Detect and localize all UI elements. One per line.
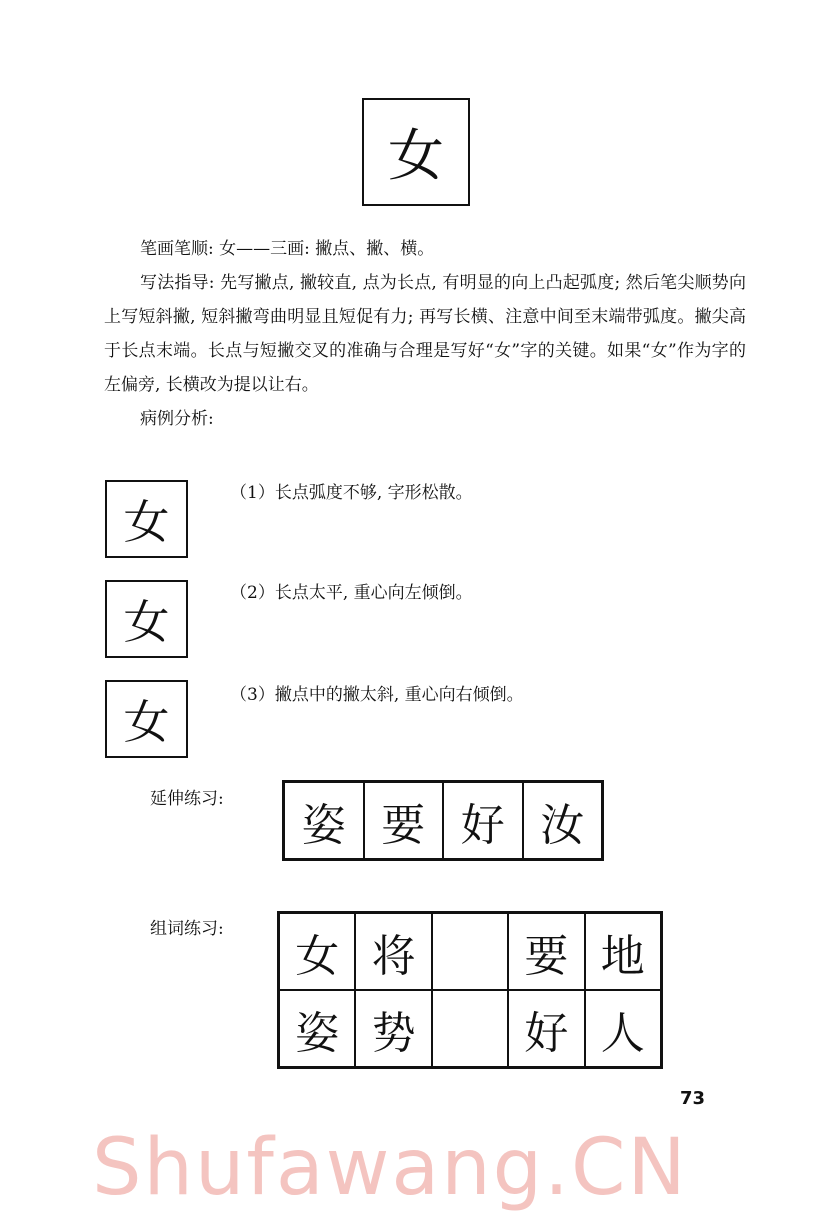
extension-label: 延伸练习: xyxy=(150,789,224,809)
page-number: 73 xyxy=(680,1088,706,1109)
grid-cell: 要 xyxy=(364,782,444,859)
watermark: Shufawang.CN xyxy=(92,1123,688,1213)
error-caption-2: （2）长点太平, 重心向左倾倒。 xyxy=(230,583,473,603)
grid-cell: 姿 xyxy=(284,782,364,859)
error-example-1: 女 xyxy=(105,480,188,558)
grid-cell: 好 xyxy=(443,782,523,859)
grid-cell: 女 xyxy=(279,913,355,990)
error-caption-3: （3）撇点中的撇太斜, 重心向右倾倒。 xyxy=(230,685,524,705)
grid-cell: 姿 xyxy=(279,990,355,1067)
words-grid xyxy=(277,911,663,1069)
grid-cell: 将 xyxy=(355,913,431,990)
grid-cell xyxy=(432,990,508,1067)
error-analysis-heading: 病例分析: xyxy=(140,409,214,429)
error-caption-1: （1）长点弧度不够, 字形松散。 xyxy=(230,483,473,503)
grid-cell: 地 xyxy=(585,913,661,990)
stroke-order-text: 笔画笔顺: 女——三画: 撇点、撇、横。 xyxy=(140,239,435,259)
writing-guide-text: 写法指导: 先写撇点, 撇较直, 点为长点, 有明显的向上凸起弧度; 然后笔尖顺势向上写短斜撇, 短斜撇弯曲明显且短促有力; 再写长横、注意中间至末端带弧度。撇尖高于长点末端。长点与短撇交叉的准确与合理是写好“女”字的关键。如果“女”作为字的左偏旁, 长横改为提以让右。 xyxy=(104,273,746,395)
grid-cell: 要 xyxy=(508,913,584,990)
error-example-2: 女 xyxy=(105,580,188,658)
words-label: 组词练习: xyxy=(150,919,224,939)
body-text xyxy=(104,232,746,436)
grid-cell: 汝 xyxy=(523,782,603,859)
error-example-3: 女 xyxy=(105,680,188,758)
grid-cell: 人 xyxy=(585,990,661,1067)
grid-cell: 势 xyxy=(355,990,431,1067)
grid-cell xyxy=(432,913,508,990)
grid-cell: 好 xyxy=(508,990,584,1067)
extension-grid xyxy=(282,780,604,861)
title-character-box: 女 xyxy=(362,98,470,206)
